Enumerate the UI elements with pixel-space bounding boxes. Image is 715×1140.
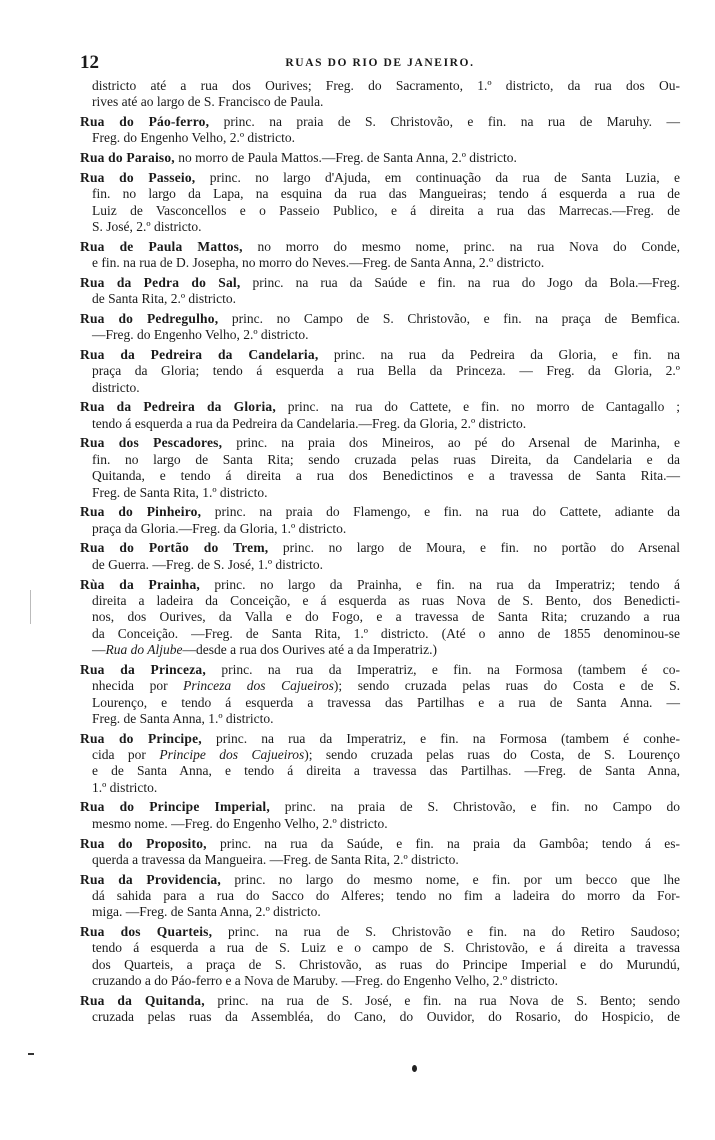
entry-line (80, 780, 680, 796)
street-directory-text (80, 78, 680, 1029)
street-entry (80, 799, 680, 832)
entry-text: miga. —Freg. de Santa Anna, 2.º districto. (92, 904, 321, 920)
entry-line (80, 993, 680, 1009)
entry-line (80, 239, 680, 255)
entry-line (80, 626, 680, 642)
entry-text: princ. na rua do Cattete, e fin. no morro de Cantagallo ; (275, 399, 680, 415)
entry-line (80, 1009, 680, 1025)
entry-text: princ. no largo d'Ajuda, em continuação da rua de Santa Luzia, e (195, 169, 681, 185)
entry-line (80, 662, 680, 678)
entry-text: cida por (92, 747, 160, 762)
entry-line (80, 485, 680, 501)
entry-text: Quitanda, e tendo á direita a rua dos Benedictinos e a travessa de Santa Rita.— (92, 468, 680, 484)
entry-text: — (92, 642, 106, 658)
entry-line (80, 540, 680, 556)
street-name: Rua do Principe, (80, 730, 202, 746)
entry-line (80, 816, 680, 832)
page-number: 12 (80, 52, 99, 73)
entry-text: —desde a rua dos Ourives até a da Imperatriz.) (182, 642, 438, 658)
entry-text: princ. na rua de S. Christovão e fin. na do Retiro Saudoso; (212, 924, 680, 940)
italic-street-name: Rua do Aljube (105, 642, 183, 658)
street-entry (80, 435, 680, 501)
entry-text: princ. no largo da Prainha, e fin. na rua da Imperatriz; tendo á (200, 576, 680, 592)
scan-mark (28, 1053, 34, 1055)
entry-line (80, 78, 680, 94)
entry-text: no morro do mesmo nome, princ. na rua Nova do Conde, (242, 238, 681, 254)
entry-text: de Santa Rita, 2.º districto. (92, 291, 237, 307)
street-entry (80, 150, 680, 166)
entry-text: —Freg. do Engenho Velho, 2.º districto. (92, 327, 309, 343)
street-entry (80, 662, 680, 728)
street-name: Rua do Pedregulho, (80, 310, 219, 326)
entry-line (80, 731, 680, 747)
street-entry (80, 114, 680, 147)
street-entry (80, 731, 680, 797)
running-title: RUAS DO RIO DE JANEIRO. (285, 57, 475, 69)
entry-text: praça da Gloria; tendo á esquerda a rua Bella da Princeza. — Freg. da Gloria, 2.º (92, 363, 680, 379)
entry-line (80, 609, 680, 625)
street-entry (80, 924, 680, 990)
entry-text: Lourenço, e tendo á esquerda a travessa das Partilhas e a rua de Santa Anna. — (92, 694, 680, 710)
street-entry (80, 311, 680, 344)
street-entry (80, 239, 680, 272)
entry-line (80, 114, 680, 130)
entry-line (80, 557, 680, 573)
entry-line (80, 435, 680, 451)
street-name: Rua do Passeio, (80, 169, 196, 185)
street-name: Rua do Páo-ferro, (80, 114, 210, 130)
entry-text: princ. na rua da Saúde, e fin. na praia da Gambôa; tendo á es- (206, 835, 680, 851)
entry-text: de Guerra. —Freg. de S. José, 1.º districto. (92, 556, 324, 572)
street-name: Rua do Portão do Trem, (80, 540, 269, 556)
street-entry (80, 347, 680, 396)
entry-text: princ. na praia dos Mineiros, ao pé do Arsenal de Marinha, e (222, 435, 680, 451)
entry-text: dos Quarteis, a praça de S. Christovão, as ruas do Principe Imperial e do Murundú, (92, 956, 680, 972)
entry-line (80, 275, 680, 291)
entry-text: e fin. na rua de D. Josepha, no morro do Neves.—Freg. de Santa Anna, 2.º districto. (92, 255, 545, 271)
entry-text: S. José, 2.º districto. (92, 219, 202, 235)
entry-line (80, 747, 680, 763)
entry-line (80, 399, 680, 415)
entry-text: districto até a rua dos Ourives; Freg. do Sacramento, 1.º districto, da rua dos Ou- (92, 78, 680, 93)
entry-text: princ. no Campo de S. Christovão, e fin. na praça de Bemfica. (218, 310, 680, 326)
italic-street-name: Principe dos Cajueiros (159, 747, 305, 762)
street-name: Rua de Paula Mattos, (80, 238, 243, 254)
street-name: Rua dos Quarteis, (80, 924, 213, 940)
street-entry (80, 577, 680, 659)
entry-line (80, 363, 680, 379)
entry-line (80, 904, 680, 920)
entry-line (80, 219, 680, 235)
entry-line (80, 763, 680, 779)
entry-line (80, 255, 680, 271)
street-name: Rua do Pinheiro, (80, 504, 202, 520)
entry-text: Luiz de Vasconcellos e o Passeio Publico, e á direita a rua das Marrecas.—Freg. de (92, 202, 680, 218)
entry-line (80, 452, 680, 468)
entry-text: querda a travessa da Mangueira. —Freg. de Santa Rita, 2.º districto. (92, 851, 459, 867)
street-name: Rua do Paraiso, (80, 150, 175, 166)
entry-text: princ. na rua da Pedreira da Gloria, e fin. na (318, 346, 680, 362)
entry-text: princ. no largo do mesmo nome, e fin. por um becco que lhe (220, 871, 681, 887)
entry-text: princ. na rua da Imperatriz, e fin. na Formosa (tambem é co- (205, 661, 680, 677)
entry-line (80, 852, 680, 868)
street-entry (80, 993, 680, 1026)
entry-line (80, 327, 680, 343)
entry-text: tendo á esquerda a rua da Pedreira da Candelaria.—Freg. da Gloria, 2.º districto. (92, 415, 527, 431)
entry-line (80, 973, 680, 989)
entry-line (80, 593, 680, 609)
entry-line (80, 291, 680, 307)
entry-text: mesmo nome. —Freg. do Engenho Velho, 2.º districto. (92, 815, 388, 831)
entry-text: dá sahida para a rua do Sacco do Alferes; tendo no fim a ladeira do morro da For- (92, 888, 680, 904)
entry-line (80, 577, 680, 593)
entry-text: nos, dos Ourives, da Valla e do Fogo, e a travessa de Santa Rita; cruzando a rua (92, 609, 680, 625)
entry-line (80, 521, 680, 537)
street-entry (80, 540, 680, 573)
entry-line (80, 695, 680, 711)
italic-street-name: Princeza dos Cajueiros (183, 678, 334, 694)
entry-line (80, 678, 680, 694)
entry-text: e de Santa Anna, e tendo á direita a travessa das Partilhas. —Freg. de Santa Anna, (92, 763, 680, 779)
entry-text: Freg. de Santa Rita, 1.º districto. (92, 484, 268, 500)
entry-line (80, 416, 680, 432)
street-entry (80, 504, 680, 537)
entry-text: ); sendo cruzada pelas ruas do Costa, de S. Lourenço (304, 747, 680, 762)
street-name: Rua da Quitanda, (80, 992, 205, 1008)
entry-text: districto. (92, 379, 140, 395)
street-entry (80, 872, 680, 921)
street-name: Rua do Proposito, (80, 835, 207, 851)
entry-line (80, 872, 680, 888)
entry-line (80, 888, 680, 904)
ink-spot (412, 1065, 417, 1072)
page-header (80, 52, 680, 74)
entry-line (80, 957, 680, 973)
entry-line (80, 347, 680, 363)
street-entry (80, 170, 680, 236)
entry-text: Freg. de Santa Anna, 1.º districto. (92, 710, 274, 726)
entry-text: princ. na praia de S. Christovão, e fin. no Campo do (269, 799, 680, 815)
street-entry (80, 275, 680, 308)
street-name: Rua da Princeza, (80, 661, 206, 677)
street-name: Rua da Pedreira da Candelaria, (80, 346, 319, 362)
entry-line (80, 130, 680, 146)
entry-text: rives até ao largo de S. Francisco de Paula. (92, 94, 324, 110)
entry-text: princ. na rua da Imperatriz, e fin. na Formosa (tambem é conhe- (201, 730, 680, 746)
entry-line (80, 504, 680, 520)
entry-line (80, 836, 680, 852)
entry-text: cruzando a do Páo-ferro e a Nova de Maruby. —Freg. do Engenho Velho, 2.º districto. (92, 973, 559, 989)
entry-text: nhecida por (92, 678, 184, 694)
entry-text: princ. na rua de S. José, e fin. na rua Nova de S. Bento; sendo (204, 992, 680, 1008)
entry-text: ); sendo cruzada pelas ruas do Costa e de S. (333, 678, 680, 694)
scan-mark (30, 590, 31, 624)
entry-line (80, 150, 680, 166)
entry-text: 1.º districto. (92, 779, 158, 795)
entry-text: cruzada pelas ruas da Assembléa, do Cano, do Ouvidor, do Rosario, do Hospicio, de (92, 1009, 680, 1025)
entry-text: princ. na rua da Saúde e fin. na rua do Jogo da Bola.—Freg. (240, 274, 680, 290)
entry-line (80, 203, 680, 219)
entry-text: princ. na praia de S. Christovão, e fin. na rua de Maruhy. — (209, 114, 680, 130)
street-entry (80, 78, 680, 111)
street-name: Rùa da Prainha, (80, 576, 200, 592)
entry-text: princ. na praia do Flamengo, e fin. na rua do Cattete, adiante da (201, 504, 680, 520)
entry-line (80, 642, 680, 658)
street-name: Rua dos Pescadores, (80, 435, 223, 451)
entry-line (80, 311, 680, 327)
entry-line (80, 799, 680, 815)
entry-line (80, 468, 680, 484)
street-entry (80, 836, 680, 869)
entry-line (80, 94, 680, 110)
entry-line (80, 186, 680, 202)
entry-line (80, 924, 680, 940)
entry-line (80, 170, 680, 186)
entry-line (80, 380, 680, 396)
street-name: Rua da Pedreira da Gloria, (80, 399, 276, 415)
entry-text: fin. no largo de Santa Rita; sendo cruzada pelas ruas Direita, da Candelaria e da (92, 451, 680, 467)
entry-text: Freg. do Engenho Velho, 2.º districto. (92, 130, 296, 146)
entry-text: princ. no largo de Moura, e fin. no portão do Arsenal (268, 540, 680, 556)
entry-text: tendo á esquerda a rua de S. Luiz e o campo de S. Christovão, e á direita a travessa (92, 940, 680, 956)
entry-line (80, 711, 680, 727)
street-entry (80, 399, 680, 432)
street-name: Rua da Providencia, (80, 871, 221, 887)
entry-text: no morro de Paula Mattos.—Freg. de Santa Anna, 2.º districto. (174, 150, 517, 166)
entry-text: fin. no largo da Lapa, na esquina da rua das Mangueiras; tendo á esquerda a rua de (92, 186, 680, 202)
entry-text: praça da Gloria.—Freg. da Gloria, 1.º districto. (92, 520, 347, 536)
entry-line (80, 940, 680, 956)
street-name: Rua do Principe Imperial, (80, 799, 270, 815)
street-name: Rua da Pedra do Sal, (80, 274, 241, 290)
entry-text: direita a ladeira da Conceição, e á esquerda as ruas Nova de S. Bento, dos Benedicti- (92, 592, 680, 608)
entry-text: da Conceição. —Freg. de Santa Rita, 1.º districto. (Até o anno de 1855 denominou-se (92, 625, 680, 641)
